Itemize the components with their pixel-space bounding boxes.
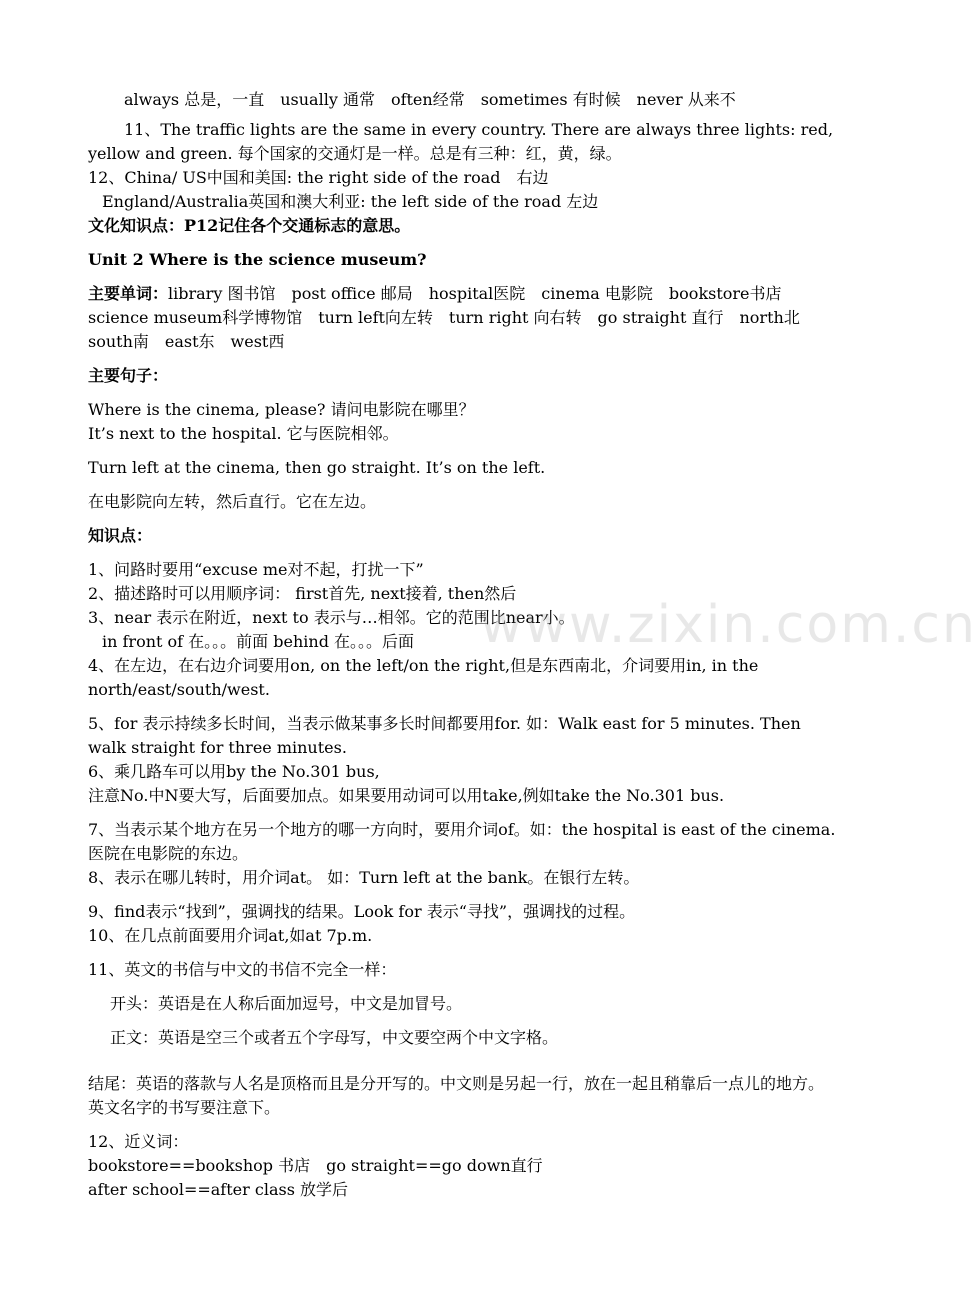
main-sentences-heading: 主要句子： bbox=[88, 366, 169, 385]
vocab-line-3: south南 east东 west西 bbox=[88, 332, 285, 351]
frequency-adverbs-line: always 总是，一直 usually 通常 often经常 sometimes 有时候 never 从来不 bbox=[124, 90, 736, 109]
point-2: 2、描述路时可以用顺序词： first首先, next接着, then然后 bbox=[88, 584, 517, 603]
point-6: 6、乘几路车可以用by the No.301 bus, bbox=[88, 762, 380, 781]
point-1: 1、问路时要用“excuse me对不起，打扰一下” bbox=[88, 560, 424, 579]
point-7: 7、当表示某个地方在另一个地方的哪一方向时，要用介词of。如：the hospital is east of the cinema. 医院在电影院的东边。 bbox=[88, 820, 836, 863]
vocab-line-2: science museum科学博物馆 turn left向左转 turn right 向右转 go straight 直行 north北 bbox=[88, 308, 800, 327]
point-4: 4、在左边，在右边介词要用on, on the left/on the right,但是东西南北，介词要用in, in the north/east/south/west. bbox=[88, 656, 759, 699]
point-3-continued: in front of 在。。。前面 behind 在。。。后面 bbox=[102, 632, 415, 651]
china-us-road-side: 12、China/ US中国和美国: the right side of the road 右边 bbox=[88, 168, 549, 187]
letter-body-note: 正文：英语是空三个或者五个字母写，中文要空两个中文字格。 bbox=[110, 1028, 559, 1047]
knowledge-points-heading: 知识点： bbox=[88, 526, 153, 545]
culture-knowledge-heading: 文化知识点：P12记住各个交通标志的意思。 bbox=[88, 216, 411, 235]
point-3: 3、near 表示在附近，next to 表示与…相邻。它的范围比near小。 bbox=[88, 608, 575, 627]
main-words-label: 主要单词： bbox=[88, 284, 169, 303]
sentence-turn-left: Turn left at the cinema, then go straight. It’s on the left. bbox=[88, 458, 546, 477]
vocab-line-1 bbox=[88, 282, 838, 306]
sentence-next-to-hospital: It’s next to the hospital. 它与医院相邻。 bbox=[88, 424, 399, 443]
point-12-synonyms: 12、近义词： bbox=[88, 1132, 189, 1151]
point-9: 9、find表示“找到”，强调找的结果。Look for 表示“寻找”，强调找的过程。 bbox=[88, 902, 636, 921]
letter-opening-note: 开头：英语是在人称后面加逗号，中文是加冒号。 bbox=[110, 994, 463, 1013]
synonym-after-school: after school==after class 放学后 bbox=[88, 1180, 348, 1199]
sentence-turn-left-zh: 在电影院向左转，然后直行。它在左边。 bbox=[88, 492, 377, 511]
unit-2-title: Unit 2 Where is the science museum? bbox=[88, 250, 427, 269]
watermark: www.zixin.com.cn bbox=[480, 595, 977, 655]
traffic-lights-note: 11、The traffic lights are the same in every country. There are always three lights: red, yellow and green. 每个国家的交通灯是一样。总是有三种：红，黄，绿。 bbox=[88, 120, 834, 163]
sentence-where-cinema: Where is the cinema, please? 请问电影院在哪里？ bbox=[88, 400, 475, 419]
point-11: 11、英文的书信与中文的书信不完全一样： bbox=[88, 960, 397, 979]
england-australia-road-side: England/Australia英国和澳大利亚: the left side of the road 左边 bbox=[102, 192, 599, 211]
point-6-note: 注意No.中N要大写，后面要加点。如果要用动词可以用take,例如take the No.301 bus. bbox=[88, 786, 725, 805]
point-10: 10、在几点前面要用介词at,如at 7p.m. bbox=[88, 926, 373, 945]
point-5: 5、for 表示持续多长时间，当表示做某事多长时间都要用for. 如：Walk east for 5 minutes. Then walk straight for three minutes. bbox=[88, 714, 801, 757]
vocab-line-1-text: library 图书馆 post office 邮局 hospital医院 cinema 电影院 bookstore书店 bbox=[168, 284, 782, 303]
point-8: 8、表示在哪儿转时，用介词at。 如：Turn left at the bank。在银行左转。 bbox=[88, 868, 640, 887]
letter-ending-note: 结尾：英语的落款与人名是顶格而且是分开写的。中文则是另起一行，放在一起且稍靠后一点儿的地方。英文名字的书写要注意下。 bbox=[88, 1074, 825, 1117]
synonym-bookstore: bookstore==bookshop 书店 go straight==go down直行 bbox=[88, 1156, 543, 1175]
